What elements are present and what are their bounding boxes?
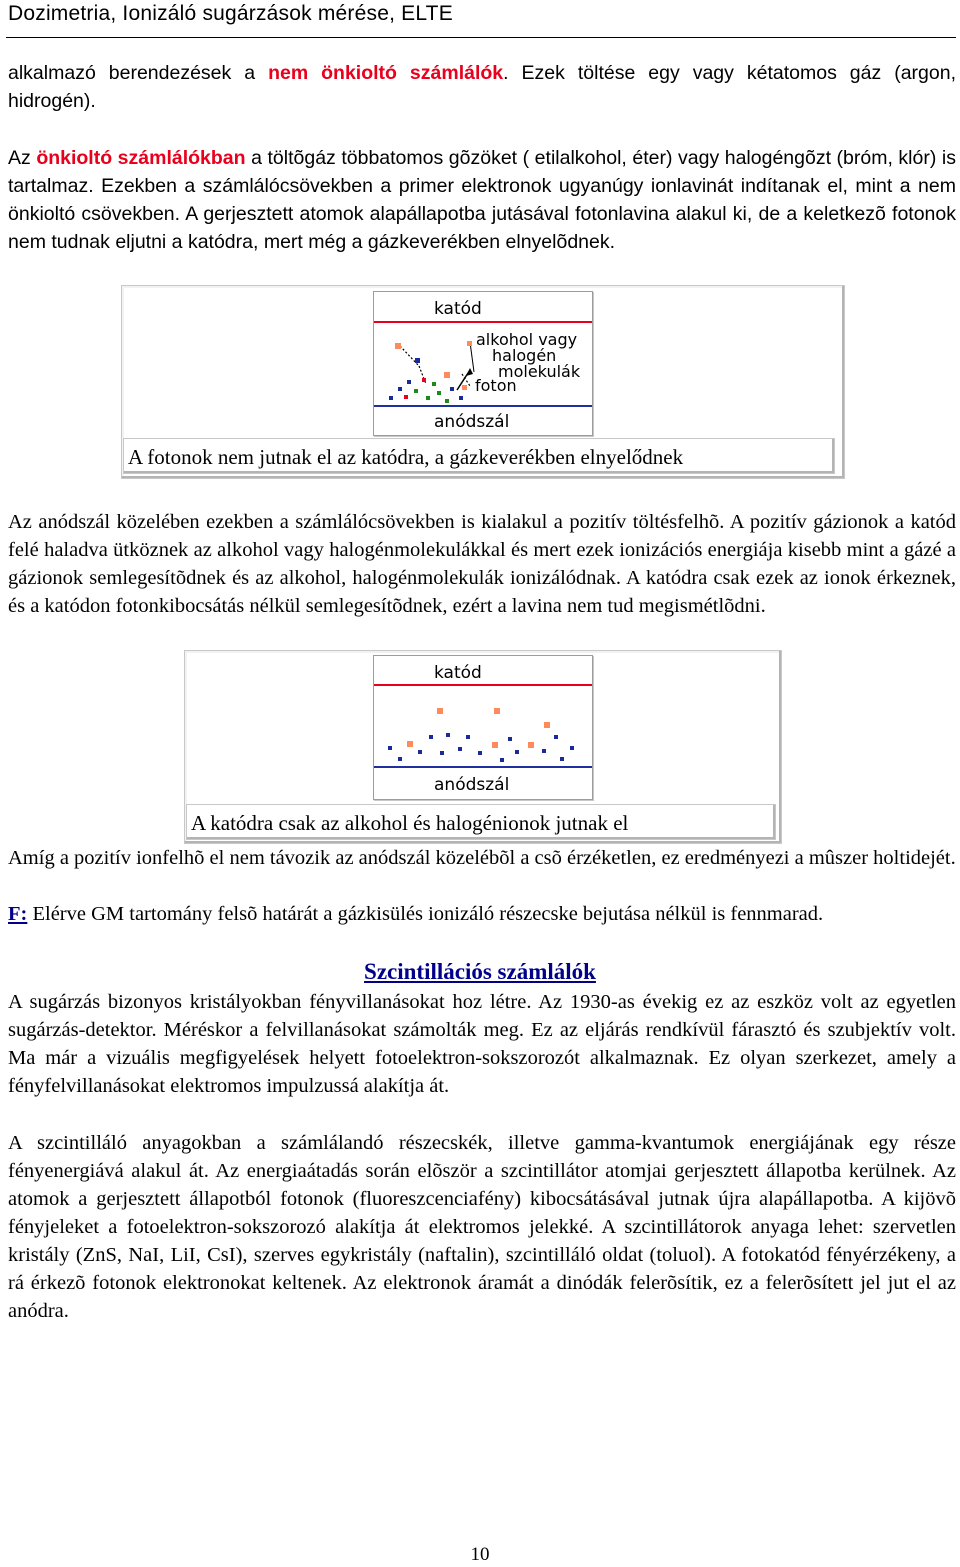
fig1-dot: [432, 382, 436, 386]
fig2-ion: [544, 722, 550, 728]
paragraph-6: [8, 988, 956, 1100]
fig2-dot: [500, 758, 504, 762]
header-divider: [6, 37, 956, 38]
footnote-link[interactable]: F:: [8, 903, 28, 925]
fig2-dot: [466, 735, 470, 739]
fig1-dot: [407, 380, 411, 384]
paragraph-3: [8, 508, 956, 620]
fig1-dot: [398, 387, 402, 391]
paragraph-7: [8, 1129, 956, 1325]
fig1-dot: [422, 378, 426, 382]
fig2-dot: [418, 750, 422, 754]
fig2-dot: [458, 747, 462, 751]
fig2-dot: [440, 751, 444, 755]
p2-highlight: önkioltó számlálókban: [36, 147, 246, 169]
fig1-dot: [445, 399, 449, 403]
fig2-ion: [407, 741, 413, 747]
fig1-alkohol-label: alkohol vagy: [476, 330, 578, 349]
fig2-ion: [492, 742, 498, 748]
fig2-katod-label: katód: [434, 663, 482, 683]
figure-1-caption: A fotonok nem jutnak el az katódra, a gázkeverékben elnyelődnek: [123, 438, 835, 474]
fig2-dot: [478, 751, 482, 755]
fig1-ion: [395, 343, 401, 349]
fig2-dot: [554, 735, 558, 739]
fig1-dot: [404, 395, 408, 399]
p7-text: A szcintilláló anyagokban a számlálandó részecskék, illetve gamma-kvantumok energiájának egy része fényenergiává alakul át. Az energiaátadás során elõször a szcintillátor atomjai gerjesztett állapotba kerülnek. Az atomok a gerjesztett állapotból fotonok (fluoreszcenciafény) kibocsátásával jutnak újra alapállapotba. A kijövõ fényjeleket a fotoelektron-sokszorozó alakítja át elektromos jelekké. A szcintillátorok anyaga lehet: szervetlen kristály (ZnS, NaI, LiI, CsI), szerves egykristály (naftalin), szcintilláló oldat (toluol). A fotokatód fényérzékeny, a rá érkezõ fotonok elektronokat keltenek. Az elektronok áramát a dinódák felerõsítik, ez a felerõsített jel jut el az anódra.: [8, 1132, 956, 1322]
p4-text: Amíg a pozitív ionfelhõ el nem távozik az anódszál közelébõl a csõ érzéketlen, ez eredményezi a mûszer holtidejét.: [8, 847, 956, 869]
fig2-dot: [508, 737, 512, 741]
fig2-ion: [528, 742, 534, 748]
fig1-anodszal-label: anódszál: [434, 412, 510, 432]
p1-highlight: nem önkioltó számlálók: [268, 62, 504, 84]
paragraph-4: [8, 844, 956, 872]
fig1-dot: [437, 391, 441, 395]
document-header: Dozimetria, Ionizáló sugárzások mérése, ELTE: [8, 2, 453, 25]
p1-text-c: . Ezek töltése egy vagy kétatomos gáz (argon, hidrogén).: [8, 62, 956, 112]
fig1-arrow-head: [466, 368, 473, 376]
fig2-dot: [388, 746, 392, 750]
fig1-foton-label: foton: [475, 376, 517, 395]
paragraph-1: [8, 59, 956, 115]
figure-1-svg: [374, 292, 592, 435]
p3-text: Az anódszál közelében ezekben a számlálócsövekben is kialakul a pozitív töltésfelhõ. A pozitív gázionok a katód felé haladva ütköznek az alkohol vagy halogénmolekulákkal és mert ezek ionizációs energiája kisebb mint a gázé a gázionok semlegesítõdnek és az alkohol, halogénmolekulák ionizálódnak. A katódra csak ezek az ionok érkeznek, és a katódon fotonkibocsátás nélkül semlegesítõdnek, ezért a lavina nem tud megismétlõdni.: [8, 511, 956, 617]
fig1-halogen-label: halogén: [492, 346, 557, 365]
paragraph-2: [8, 144, 956, 256]
fig2-dot: [560, 757, 564, 761]
page-number: 10: [470, 1544, 490, 1565]
section-title[interactable]: Szcintillációs számlálók: [364, 959, 596, 984]
fig1-dot: [415, 358, 420, 363]
p2-text-c: a töltõgáz többatomos gõzöket ( etilalkohol, éter) vagy halogéngõzt (bróm, klór) is tartalmaz. Ezekben a számlálócsövekben a primer elektronok ugyanúgy ionlavinát indítanak el, mint a nem önkioltó csövekben. A gerjesztett atomok alapállapotba jutásával fotonlavina alakul ki, de a keletkezõ fotonok nem tudnak eljutni a katódra, mert még a gázkeverékben elnyelõdnek.: [8, 147, 956, 253]
fig1-dot: [459, 396, 463, 400]
fig2-dot: [398, 757, 402, 761]
fig1-dot: [414, 389, 418, 393]
fig1-dot: [450, 387, 454, 391]
fig2-dot: [570, 746, 574, 750]
fig1-ion: [462, 385, 467, 390]
fig2-ion: [437, 708, 443, 714]
fig1-ion: [444, 372, 450, 378]
fig2-anodszal-label: anódszál: [434, 775, 510, 795]
figure-2-diagram: [373, 655, 593, 800]
paragraph-5: [8, 900, 956, 928]
fig1-dot: [426, 396, 430, 400]
p5-text: Elérve GM tartomány felsõ határát a gázkisülés ionizáló részecske bejutása nélkül is fennmarad.: [27, 903, 824, 925]
fig2-dot: [515, 750, 519, 754]
fig2-dot: [446, 733, 450, 737]
p6-text: A sugárzás bizonyos kristályokban fényvillanásokat hoz létre. Az 1930-as évekig ez az eszköz volt az egyetlen sugárzás-detektor. Méréskor a felvillanásokat számolták meg. Ez az eljárás rendkívül fárasztó és szubjektív volt. Ma már a vizuális megfigyelések helyett fotoelektron-sokszorozót alkalmaznak. Ez olyan szerkezet, amely a fényfelvillanásokat elektromos impulzussá alakítja át.: [8, 991, 956, 1097]
figure-2-caption: A katódra csak az alkohol és halogénionok jutnak el: [186, 804, 776, 840]
fig2-dot: [542, 749, 546, 753]
fig1-molekulak-label: molekulák: [498, 362, 581, 381]
figure-2-svg: [374, 656, 592, 799]
figure-1-diagram: [373, 291, 593, 436]
p1-text-a: alkalmazó berendezések a: [8, 62, 269, 84]
fig1-ion: [467, 341, 472, 346]
fig1-pointer-line: [470, 342, 474, 372]
fig1-katod-label: katód: [434, 299, 482, 319]
fig2-dot: [429, 735, 433, 739]
fig1-dot: [389, 396, 393, 400]
p2-text-a: Az: [8, 147, 37, 169]
fig2-ion: [494, 708, 500, 714]
